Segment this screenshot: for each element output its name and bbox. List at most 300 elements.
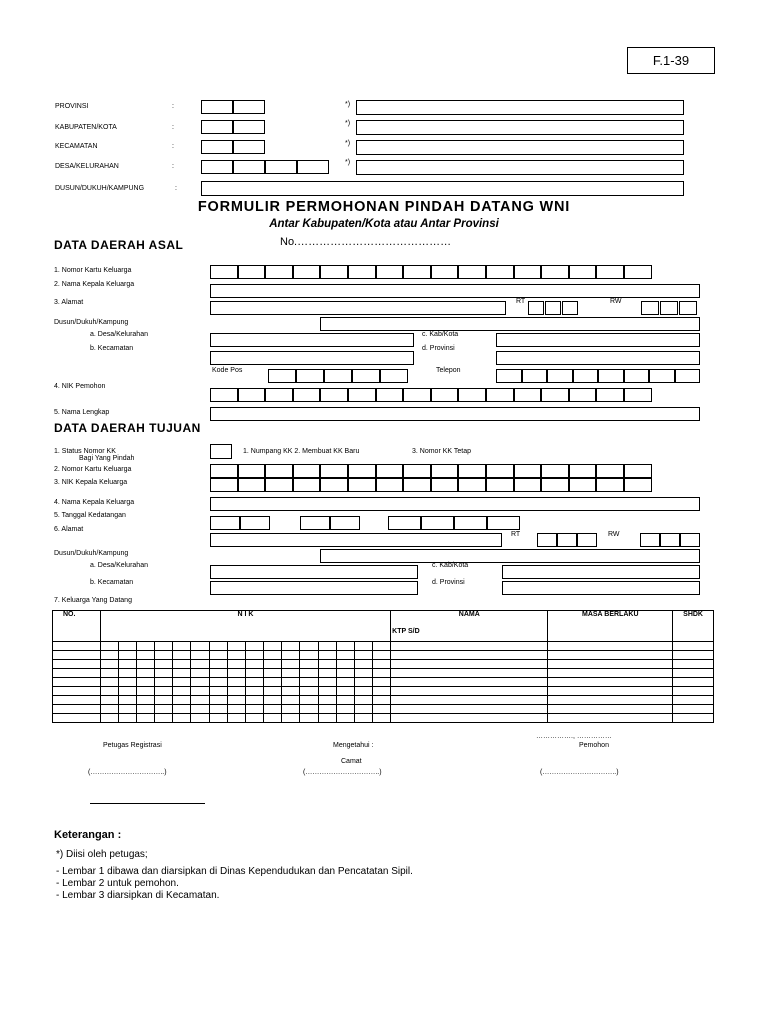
tujuan-rw-cells[interactable] <box>640 533 700 547</box>
row-nik-digit[interactable] <box>136 651 154 660</box>
row-cell[interactable] <box>673 714 714 723</box>
digit-cell[interactable] <box>376 265 404 279</box>
asal-nomor-kk[interactable] <box>210 265 652 279</box>
row-nik-digit[interactable] <box>300 642 318 651</box>
digit-cell[interactable] <box>514 478 542 492</box>
row-nik-digit[interactable] <box>209 714 227 723</box>
tujuan-prov-input[interactable] <box>502 581 700 595</box>
col-nama-label: NAMA <box>458 611 480 618</box>
row-cell[interactable] <box>548 642 673 651</box>
row-nik-digit[interactable] <box>354 687 372 696</box>
row-nik-digit[interactable] <box>227 660 245 669</box>
row-cell[interactable] <box>673 696 714 705</box>
row-nik-digit[interactable] <box>209 696 227 705</box>
row-nik-digit[interactable] <box>209 705 227 714</box>
digit-cell[interactable] <box>238 464 266 478</box>
row-no-cell[interactable] <box>53 705 101 714</box>
digit-cell[interactable] <box>541 388 569 402</box>
digit-cell[interactable] <box>348 478 376 492</box>
row-nik-digit[interactable] <box>100 714 118 723</box>
row-nik-digit[interactable] <box>282 651 300 660</box>
row-nik-digit[interactable] <box>245 705 263 714</box>
row-nik-digit[interactable] <box>354 705 372 714</box>
row-cell[interactable] <box>673 705 714 714</box>
digit-cell[interactable] <box>403 464 431 478</box>
digit-cell[interactable] <box>624 478 652 492</box>
kabupaten-code[interactable] <box>201 120 265 134</box>
row-nik-digit[interactable] <box>300 678 318 687</box>
row-nik-digit[interactable] <box>191 687 209 696</box>
row-no-cell[interactable] <box>53 687 101 696</box>
row-nik-digit[interactable] <box>173 678 191 687</box>
row-nik-digit[interactable] <box>318 669 336 678</box>
row-nik-digit[interactable] <box>100 705 118 714</box>
row-nik-digit[interactable] <box>245 687 263 696</box>
asal-alamat-input[interactable] <box>210 301 506 315</box>
row-nik-digit[interactable] <box>354 669 372 678</box>
tujuan-nama-kepala-input[interactable] <box>210 497 700 511</box>
digit-cell[interactable] <box>348 464 376 478</box>
digit-cell[interactable] <box>376 478 404 492</box>
row-cell[interactable] <box>391 714 548 723</box>
row-nik-digit[interactable] <box>100 642 118 651</box>
row-nik-digit[interactable] <box>227 714 245 723</box>
row-nik-digit[interactable] <box>155 660 173 669</box>
row-cell[interactable] <box>548 696 673 705</box>
asal-kec-input[interactable] <box>210 351 414 365</box>
row-nik-digit[interactable] <box>336 705 354 714</box>
row-cell[interactable] <box>391 678 548 687</box>
row-nik-digit[interactable] <box>282 678 300 687</box>
row-nik-digit[interactable] <box>318 687 336 696</box>
row-nik-digit[interactable] <box>118 714 136 723</box>
digit-cell[interactable] <box>293 478 321 492</box>
row-nik-digit[interactable] <box>336 678 354 687</box>
row-nik-digit[interactable] <box>173 687 191 696</box>
digit-cell[interactable] <box>403 388 431 402</box>
row-nik-digit[interactable] <box>373 669 391 678</box>
row-no-cell[interactable] <box>53 651 101 660</box>
digit-cell[interactable] <box>486 388 514 402</box>
row-cell[interactable] <box>548 687 673 696</box>
row-nik-digit[interactable] <box>282 696 300 705</box>
tujuan-status-kk-box[interactable] <box>210 444 232 459</box>
row-nik-digit[interactable] <box>173 696 191 705</box>
row-no-cell[interactable] <box>53 669 101 678</box>
asal-nama-kepala-input[interactable] <box>210 284 700 298</box>
row-cell[interactable] <box>548 651 673 660</box>
row-nik-digit[interactable] <box>191 660 209 669</box>
digit-cell[interactable] <box>238 265 266 279</box>
digit-cell[interactable] <box>265 478 293 492</box>
row-nik-digit[interactable] <box>373 696 391 705</box>
row-nik-digit[interactable] <box>264 669 282 678</box>
row-nik-digit[interactable] <box>155 714 173 723</box>
row-nik-digit[interactable] <box>336 687 354 696</box>
row-nik-digit[interactable] <box>373 660 391 669</box>
row-nik-digit[interactable] <box>336 669 354 678</box>
row-nik-digit[interactable] <box>173 651 191 660</box>
row-nik-digit[interactable] <box>155 669 173 678</box>
row-nik-digit[interactable] <box>336 696 354 705</box>
digit-cell[interactable] <box>496 369 522 383</box>
row-nik-digit[interactable] <box>191 705 209 714</box>
digit-cell[interactable] <box>624 265 652 279</box>
row-cell[interactable] <box>673 660 714 669</box>
digit-cell[interactable] <box>210 464 238 478</box>
digit-cell[interactable] <box>624 464 652 478</box>
digit-cell[interactable] <box>265 464 293 478</box>
row-nik-digit[interactable] <box>155 687 173 696</box>
row-nik-digit[interactable] <box>336 660 354 669</box>
row-nik-digit[interactable] <box>354 696 372 705</box>
row-nik-digit[interactable] <box>100 678 118 687</box>
row-nik-digit[interactable] <box>155 678 173 687</box>
digit-cell[interactable] <box>296 369 324 383</box>
row-nik-digit[interactable] <box>118 696 136 705</box>
digit-cell[interactable] <box>458 388 486 402</box>
tujuan-desa-input[interactable] <box>210 565 418 579</box>
row-nik-digit[interactable] <box>336 642 354 651</box>
row-nik-digit[interactable] <box>173 642 191 651</box>
row-cell[interactable] <box>548 669 673 678</box>
row-cell[interactable] <box>548 705 673 714</box>
row-nik-digit[interactable] <box>100 660 118 669</box>
row-nik-digit[interactable] <box>282 687 300 696</box>
digit-cell[interactable] <box>486 464 514 478</box>
row-nik-digit[interactable] <box>191 678 209 687</box>
asal-prov-input[interactable] <box>496 351 700 365</box>
digit-cell[interactable] <box>624 388 652 402</box>
asal-telepon-cells[interactable] <box>496 369 700 383</box>
row-nik-digit[interactable] <box>373 687 391 696</box>
row-nik-digit[interactable] <box>118 669 136 678</box>
digit-cell[interactable] <box>376 464 404 478</box>
row-cell[interactable] <box>391 642 548 651</box>
row-nik-digit[interactable] <box>318 696 336 705</box>
digit-cell[interactable] <box>210 388 238 402</box>
asal-dusun-input[interactable] <box>320 317 700 331</box>
digit-cell[interactable] <box>458 478 486 492</box>
digit-cell[interactable] <box>268 369 296 383</box>
row-nik-digit[interactable] <box>282 660 300 669</box>
row-no-cell[interactable] <box>53 660 101 669</box>
row-nik-digit[interactable] <box>264 714 282 723</box>
tujuan-tgl-yy[interactable] <box>388 516 520 530</box>
asal-f2-label: 2. Nama Kepala Keluarga <box>54 281 135 288</box>
digit-cell[interactable] <box>569 464 597 478</box>
digit-cell[interactable] <box>403 265 431 279</box>
row-nik-digit[interactable] <box>300 714 318 723</box>
row-nik-digit[interactable] <box>245 651 263 660</box>
row-nik-digit[interactable] <box>336 714 354 723</box>
row-nik-digit[interactable] <box>136 669 154 678</box>
digit-cell[interactable] <box>403 478 431 492</box>
kecamatan-code[interactable] <box>201 140 265 154</box>
row-nik-digit[interactable] <box>245 696 263 705</box>
digit-cell[interactable] <box>348 265 376 279</box>
row-nik-digit[interactable] <box>227 705 245 714</box>
digit-cell[interactable] <box>320 388 348 402</box>
digit-cell[interactable] <box>514 464 542 478</box>
digit-cell[interactable] <box>293 388 321 402</box>
row-nik-digit[interactable] <box>354 714 372 723</box>
digit-cell[interactable] <box>210 265 238 279</box>
row-nik-digit[interactable] <box>318 678 336 687</box>
tujuan-rt-cells[interactable] <box>537 533 597 547</box>
asal-nik-pemohon[interactable] <box>210 388 652 402</box>
digit-cell[interactable] <box>596 478 624 492</box>
row-nik-digit[interactable] <box>227 696 245 705</box>
digit-cell[interactable] <box>352 369 380 383</box>
digit-cell[interactable] <box>569 388 597 402</box>
row-nik-digit[interactable] <box>282 705 300 714</box>
row-nik-digit[interactable] <box>318 714 336 723</box>
row-nik-digit[interactable] <box>136 687 154 696</box>
digit-cell[interactable] <box>320 478 348 492</box>
row-nik-digit[interactable] <box>136 714 154 723</box>
row-nik-digit[interactable] <box>191 669 209 678</box>
row-nik-digit[interactable] <box>354 678 372 687</box>
row-nik-digit[interactable] <box>118 687 136 696</box>
row-cell[interactable] <box>548 660 673 669</box>
row-nik-digit[interactable] <box>300 651 318 660</box>
row-cell[interactable] <box>391 669 548 678</box>
digit-cell[interactable] <box>320 265 348 279</box>
row-nik-digit[interactable] <box>209 678 227 687</box>
tujuan-nik-kepala[interactable] <box>210 478 652 492</box>
digit-cell[interactable] <box>458 464 486 478</box>
row-nik-digit[interactable] <box>227 651 245 660</box>
digit-cell[interactable] <box>431 388 459 402</box>
row-nik-digit[interactable] <box>264 678 282 687</box>
digit-cell[interactable] <box>649 369 675 383</box>
digit-cell[interactable] <box>569 265 597 279</box>
row-cell[interactable] <box>391 651 548 660</box>
row-nik-digit[interactable] <box>336 651 354 660</box>
row-nik-digit[interactable] <box>209 660 227 669</box>
row-nik-digit[interactable] <box>227 669 245 678</box>
row-cell[interactable] <box>673 642 714 651</box>
digit-cell[interactable] <box>486 265 514 279</box>
digit-cell[interactable] <box>486 478 514 492</box>
row-nik-digit[interactable] <box>209 642 227 651</box>
row-nik-digit[interactable] <box>245 660 263 669</box>
digit-cell[interactable] <box>238 478 266 492</box>
row-nik-digit[interactable] <box>155 696 173 705</box>
row-nik-digit[interactable] <box>173 669 191 678</box>
row-nik-digit[interactable] <box>100 696 118 705</box>
row-cell[interactable] <box>673 687 714 696</box>
row-nik-digit[interactable] <box>118 678 136 687</box>
dusun-input[interactable] <box>201 181 684 196</box>
tujuan-alamat-input[interactable] <box>210 533 502 547</box>
digit-cell[interactable] <box>541 464 569 478</box>
row-nik-digit[interactable] <box>245 669 263 678</box>
provinsi-code[interactable] <box>201 100 265 114</box>
row-nik-digit[interactable] <box>173 714 191 723</box>
digit-cell[interactable] <box>514 265 542 279</box>
row-nik-digit[interactable] <box>136 696 154 705</box>
tujuan-kab-input[interactable] <box>502 565 700 579</box>
row-nik-digit[interactable] <box>264 696 282 705</box>
tujuan-tgl-dd[interactable] <box>210 516 270 530</box>
row-nik-digit[interactable] <box>227 687 245 696</box>
row-nik-digit[interactable] <box>318 705 336 714</box>
digit-cell[interactable] <box>596 464 624 478</box>
col-no-header: NO. <box>53 611 101 642</box>
row-nik-digit[interactable] <box>173 660 191 669</box>
asal-kab-input[interactable] <box>496 333 700 347</box>
row-nik-digit[interactable] <box>300 660 318 669</box>
tujuan-tgl-mm[interactable] <box>300 516 360 530</box>
row-cell[interactable] <box>391 660 548 669</box>
digit-cell[interactable] <box>348 388 376 402</box>
tujuan-status-opts: 1. Numpang KK 2. Membuat KK Baru <box>243 448 360 455</box>
row-nik-digit[interactable] <box>373 714 391 723</box>
asal-rt-cells[interactable] <box>528 301 579 315</box>
row-no-cell[interactable] <box>53 696 101 705</box>
row-nik-digit[interactable] <box>118 660 136 669</box>
digit-cell[interactable] <box>596 265 624 279</box>
row-cell[interactable] <box>548 678 673 687</box>
row-nik-digit[interactable] <box>209 669 227 678</box>
row-nik-digit[interactable] <box>264 660 282 669</box>
row-cell[interactable] <box>673 669 714 678</box>
row-nik-digit[interactable] <box>245 642 263 651</box>
digit-cell[interactable] <box>210 478 238 492</box>
tujuan-kec-input[interactable] <box>210 581 418 595</box>
row-nik-digit[interactable] <box>100 669 118 678</box>
row-nik-digit[interactable] <box>227 642 245 651</box>
row-nik-digit[interactable] <box>354 651 372 660</box>
row-nik-digit[interactable] <box>354 642 372 651</box>
row-cell[interactable] <box>548 714 673 723</box>
row-nik-digit[interactable] <box>282 714 300 723</box>
row-nik-digit[interactable] <box>264 705 282 714</box>
row-cell[interactable] <box>391 696 548 705</box>
row-nik-digit[interactable] <box>373 678 391 687</box>
desa-name-input[interactable] <box>356 160 684 175</box>
digit-cell[interactable] <box>675 369 701 383</box>
digit-cell[interactable] <box>265 388 293 402</box>
digit-cell[interactable] <box>547 369 573 383</box>
row-nik-digit[interactable] <box>173 705 191 714</box>
asal-kodepos-cells[interactable] <box>268 369 408 383</box>
digit-cell[interactable] <box>380 369 408 383</box>
digit-cell[interactable] <box>376 388 404 402</box>
row-nik-digit[interactable] <box>118 651 136 660</box>
digit-cell[interactable] <box>624 369 650 383</box>
digit-cell[interactable] <box>431 464 459 478</box>
row-nik-digit[interactable] <box>118 642 136 651</box>
row-nik-digit[interactable] <box>373 651 391 660</box>
row-nik-digit[interactable] <box>264 651 282 660</box>
row-nik-digit[interactable] <box>136 678 154 687</box>
kabupaten-name-input[interactable] <box>356 120 684 135</box>
digit-cell[interactable] <box>293 464 321 478</box>
row-nik-digit[interactable] <box>191 696 209 705</box>
asal-nama-lengkap-input[interactable] <box>210 407 700 421</box>
row-nik-digit[interactable] <box>136 642 154 651</box>
row-cell[interactable] <box>673 651 714 660</box>
digit-cell[interactable] <box>293 265 321 279</box>
row-nik-digit[interactable] <box>300 705 318 714</box>
row-nik-digit[interactable] <box>191 651 209 660</box>
row-nik-digit[interactable] <box>118 705 136 714</box>
digit-cell[interactable] <box>320 464 348 478</box>
row-nik-digit[interactable] <box>264 687 282 696</box>
row-nik-digit[interactable] <box>155 651 173 660</box>
row-nik-digit[interactable] <box>100 651 118 660</box>
row-no-cell[interactable] <box>53 642 101 651</box>
digit-cell[interactable] <box>573 369 599 383</box>
row-nik-digit[interactable] <box>136 660 154 669</box>
row-nik-digit[interactable] <box>245 714 263 723</box>
digit-cell[interactable] <box>569 478 597 492</box>
row-nik-digit[interactable] <box>300 696 318 705</box>
row-no-cell[interactable] <box>53 678 101 687</box>
row-nik-digit[interactable] <box>282 642 300 651</box>
row-nik-digit[interactable] <box>155 705 173 714</box>
digit-cell[interactable] <box>431 478 459 492</box>
digit-cell[interactable] <box>431 265 459 279</box>
row-nik-digit[interactable] <box>191 642 209 651</box>
digit-cell[interactable] <box>238 388 266 402</box>
digit-cell[interactable] <box>541 265 569 279</box>
row-nik-digit[interactable] <box>373 642 391 651</box>
row-nik-digit[interactable] <box>282 669 300 678</box>
row-nik-digit[interactable] <box>300 687 318 696</box>
row-nik-digit[interactable] <box>100 687 118 696</box>
row-nik-digit[interactable] <box>318 642 336 651</box>
digit-cell[interactable] <box>514 388 542 402</box>
row-nik-digit[interactable] <box>264 642 282 651</box>
asal-desa-input[interactable] <box>210 333 414 347</box>
digit-cell[interactable] <box>324 369 352 383</box>
kecamatan-name-input[interactable] <box>356 140 684 155</box>
digit-cell[interactable] <box>265 265 293 279</box>
asal-rw-cells[interactable] <box>641 301 698 315</box>
digit-cell[interactable] <box>522 369 548 383</box>
row-nik-digit[interactable] <box>227 678 245 687</box>
row-nik-digit[interactable] <box>191 714 209 723</box>
digit-cell[interactable] <box>458 265 486 279</box>
row-nik-digit[interactable] <box>245 678 263 687</box>
digit-cell[interactable] <box>598 369 624 383</box>
row-nik-digit[interactable] <box>136 705 154 714</box>
row-nik-digit[interactable] <box>354 660 372 669</box>
digit-cell[interactable] <box>596 388 624 402</box>
digit-cell[interactable] <box>541 478 569 492</box>
row-cell[interactable] <box>391 687 548 696</box>
row-cell[interactable] <box>673 678 714 687</box>
sign-line-petugas: (…………………………..) <box>88 769 167 776</box>
row-no-cell[interactable] <box>53 714 101 723</box>
row-nik-digit[interactable] <box>300 669 318 678</box>
provinsi-name-input[interactable] <box>356 100 684 115</box>
tujuan-dusun-input[interactable] <box>320 549 700 563</box>
tujuan-nomor-kk[interactable] <box>210 464 652 478</box>
row-nik-digit[interactable] <box>209 687 227 696</box>
row-nik-digit[interactable] <box>318 651 336 660</box>
row-nik-digit[interactable] <box>209 651 227 660</box>
row-nik-digit[interactable] <box>373 705 391 714</box>
desa-code[interactable] <box>201 160 329 174</box>
row-cell[interactable] <box>391 705 548 714</box>
row-nik-digit[interactable] <box>155 642 173 651</box>
row-nik-digit[interactable] <box>318 660 336 669</box>
